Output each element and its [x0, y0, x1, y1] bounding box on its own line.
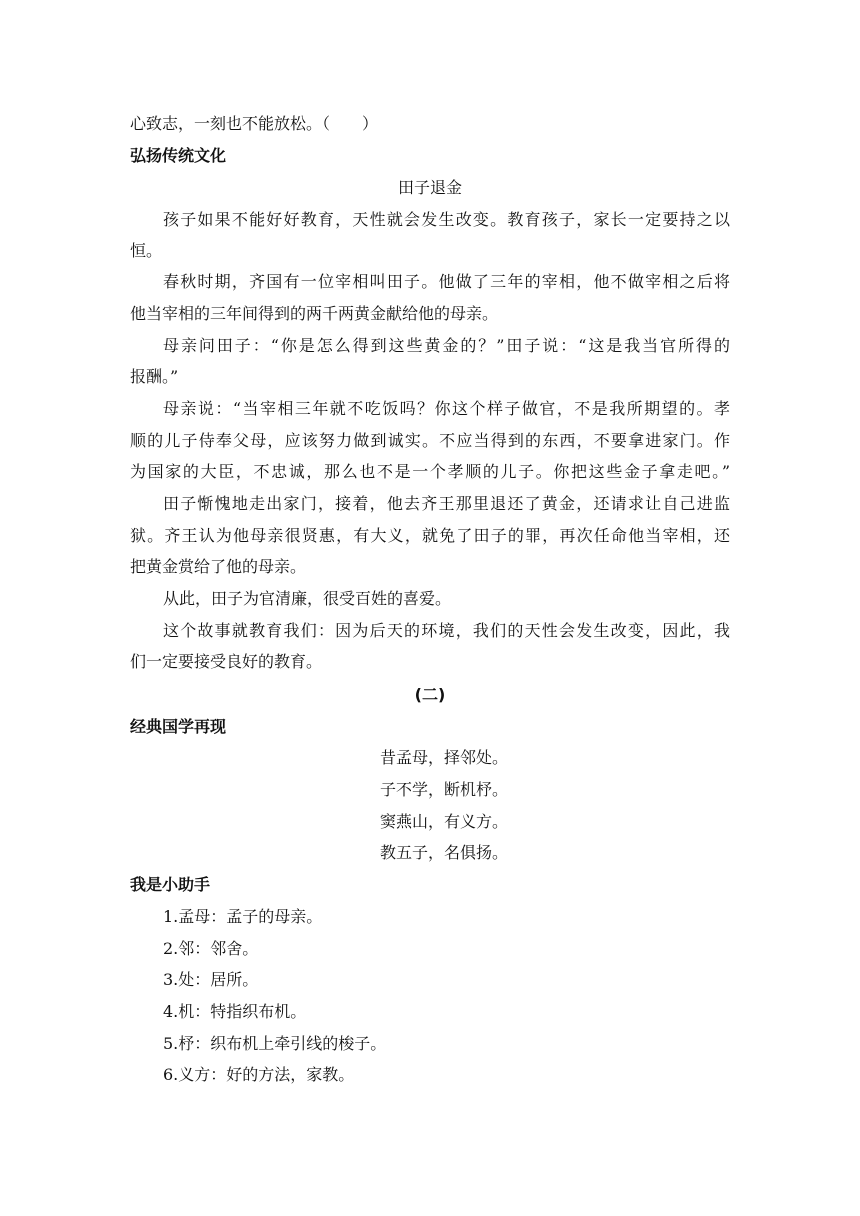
part-label: (二) [414, 685, 446, 704]
poem-line: 教五子，名俱扬。 [380, 843, 509, 862]
story-line: 母亲问田子：“你是怎么得到这些黄金的？”田子说：“这是我当官所得的 [163, 336, 730, 355]
poem-line: 窦燕山，有义方。 [380, 812, 509, 831]
note-item: 2.邻：邻舍。 [163, 939, 259, 958]
note-item: 1.孟母：孟子的母亲。 [163, 907, 323, 926]
story-line: 把黄金赏给了他的母亲。 [130, 557, 307, 576]
note-item: 4.机：特指织布机。 [163, 1002, 307, 1021]
story-line: 他当宰相的三年间得到的两千两黄金献给他的母亲。 [130, 304, 499, 323]
continued-sentence: 心致志，一刻也不能放松。（ ） [130, 114, 379, 133]
note-item: 5.杼：织布机上牵引线的梭子。 [163, 1034, 387, 1053]
story-line: 狱。齐王认为他母亲很贤惠，有大义，就免了田子的罪，再次任命他当宰相，还 [130, 526, 730, 545]
story-line: 为国家的大臣，不忠诚，那么也不是一个孝顺的儿子。你把这些金子拿走吧。” [130, 462, 730, 481]
story-title: 田子退金 [397, 178, 462, 197]
story-line: 顺的儿子侍奉父母，应该努力做到诚实。不应当得到的东西，不要拿进家门。作 [130, 431, 730, 450]
note-item: 3.处：居所。 [163, 970, 259, 989]
story-line: 母亲说：“当宰相三年就不吃饭吗？你这个样子做官，不是我所期望的。孝 [163, 399, 730, 418]
section-heading-tradition: 弘扬传统文化 [130, 146, 227, 165]
poem-line: 昔孟母，择邻处。 [380, 748, 509, 767]
story-line: 春秋时期，齐国有一位宰相叫田子。他做了三年的宰相，他不做宰相之后将 [163, 272, 730, 291]
section-heading-classics: 经典国学再现 [130, 717, 227, 736]
poem-line: 子不学，断机杼。 [380, 780, 509, 799]
story-line: 们一定要接受良好的教育。 [130, 652, 323, 671]
section-heading-helper: 我是小助手 [130, 875, 211, 894]
story-line: 这个故事就教育我们：因为后天的环境，我们的天性会发生改变，因此，我 [163, 621, 730, 640]
story-line: 田子惭愧地走出家门，接着，他去齐王那里退还了黄金，还请求让自己进监 [163, 494, 730, 513]
story-line: 孩子如果不能好好教育，天性就会发生改变。教育孩子，家长一定要持之以 [163, 210, 730, 229]
story-line: 报酬。” [130, 367, 179, 386]
note-item: 6.义方：好的方法，家教。 [163, 1065, 355, 1084]
story-line: 从此，田子为官清廉，很受百姓的喜爱。 [163, 589, 452, 608]
story-line: 恒。 [130, 241, 163, 260]
